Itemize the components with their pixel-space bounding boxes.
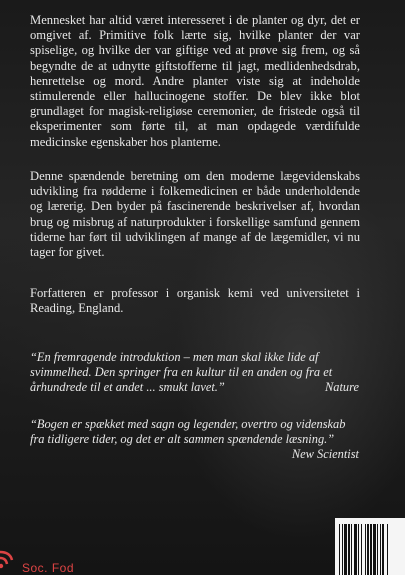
barcode-bar [370,524,372,575]
publisher-logo-icon [0,548,14,570]
review-source-1: Nature [325,380,359,394]
review-quote-2: “Bogen er spækket med sagn og legender, overtro og videnskab fra tidligere tider, og det er alt sammen spændende læsning.” [30,417,346,446]
description-paragraph-1: Mennesket har altid været interesseret i de planter og dyr, det er omgivet af. Primitive folk lærte sig, hvilke planter der var spiselige, og hvilke der var giftige ved at prøve sig frem, og så begyndte de at udnytte giftstofferne til jagt, medlidenhedsdrab, henrettelse og mord. Andre planter viste sig at indeholde stimulerende eller hallucinogene stoffer. De blev ikke blot grundlaget for magisk-religiøse ceremonier, de fristede også til eksperimenter som førte til, at man opdagede værdifulde medicinske egenskaber hos planterne. [30,13,360,149]
barcode-bar [342,524,343,575]
barcode-bar [373,524,376,575]
barcode-bar [351,524,352,575]
barcode-bar [377,524,378,575]
barcode-bar [354,524,357,575]
barcode-bar [387,524,388,575]
barcode-bar [358,524,359,575]
barcode-bar [365,524,366,575]
publisher-name: Soc. Fod [22,561,75,575]
review-source-2: New Scientist [291,447,359,461]
description-paragraph-2: Denne spændende beretning om den moderne lægevidenskabs udvikling fra rødderne i folkemedicinen er både underholdende og lærerig. Den byder på fascinerende beskrivelser af, hvordan brug og misbrug af naturprodukter i forskellige samfund gennem tiderne har ført til udviklingen af mange af de lægemidler, vi nu tager for givet. [30,169,360,260]
barcode-bar [367,524,369,575]
barcode [335,518,405,575]
author-paragraph: Forfatteren er professor i organisk kemi ved universitetet i Reading, England. [30,286,360,316]
barcode-bar [382,524,384,575]
review-quote-1: “En fremragende introduktion – men man skal ikke lide af svimmelhed. Den springer fra en kultur til en anden og fra et århundrede til et andet ... smukt lavet.” [30,350,333,394]
barcode-bar [361,524,362,575]
barcode-bar [339,524,340,575]
barcode-bar [344,524,347,575]
barcode-bar [348,524,350,575]
barcode-bar [380,524,381,575]
